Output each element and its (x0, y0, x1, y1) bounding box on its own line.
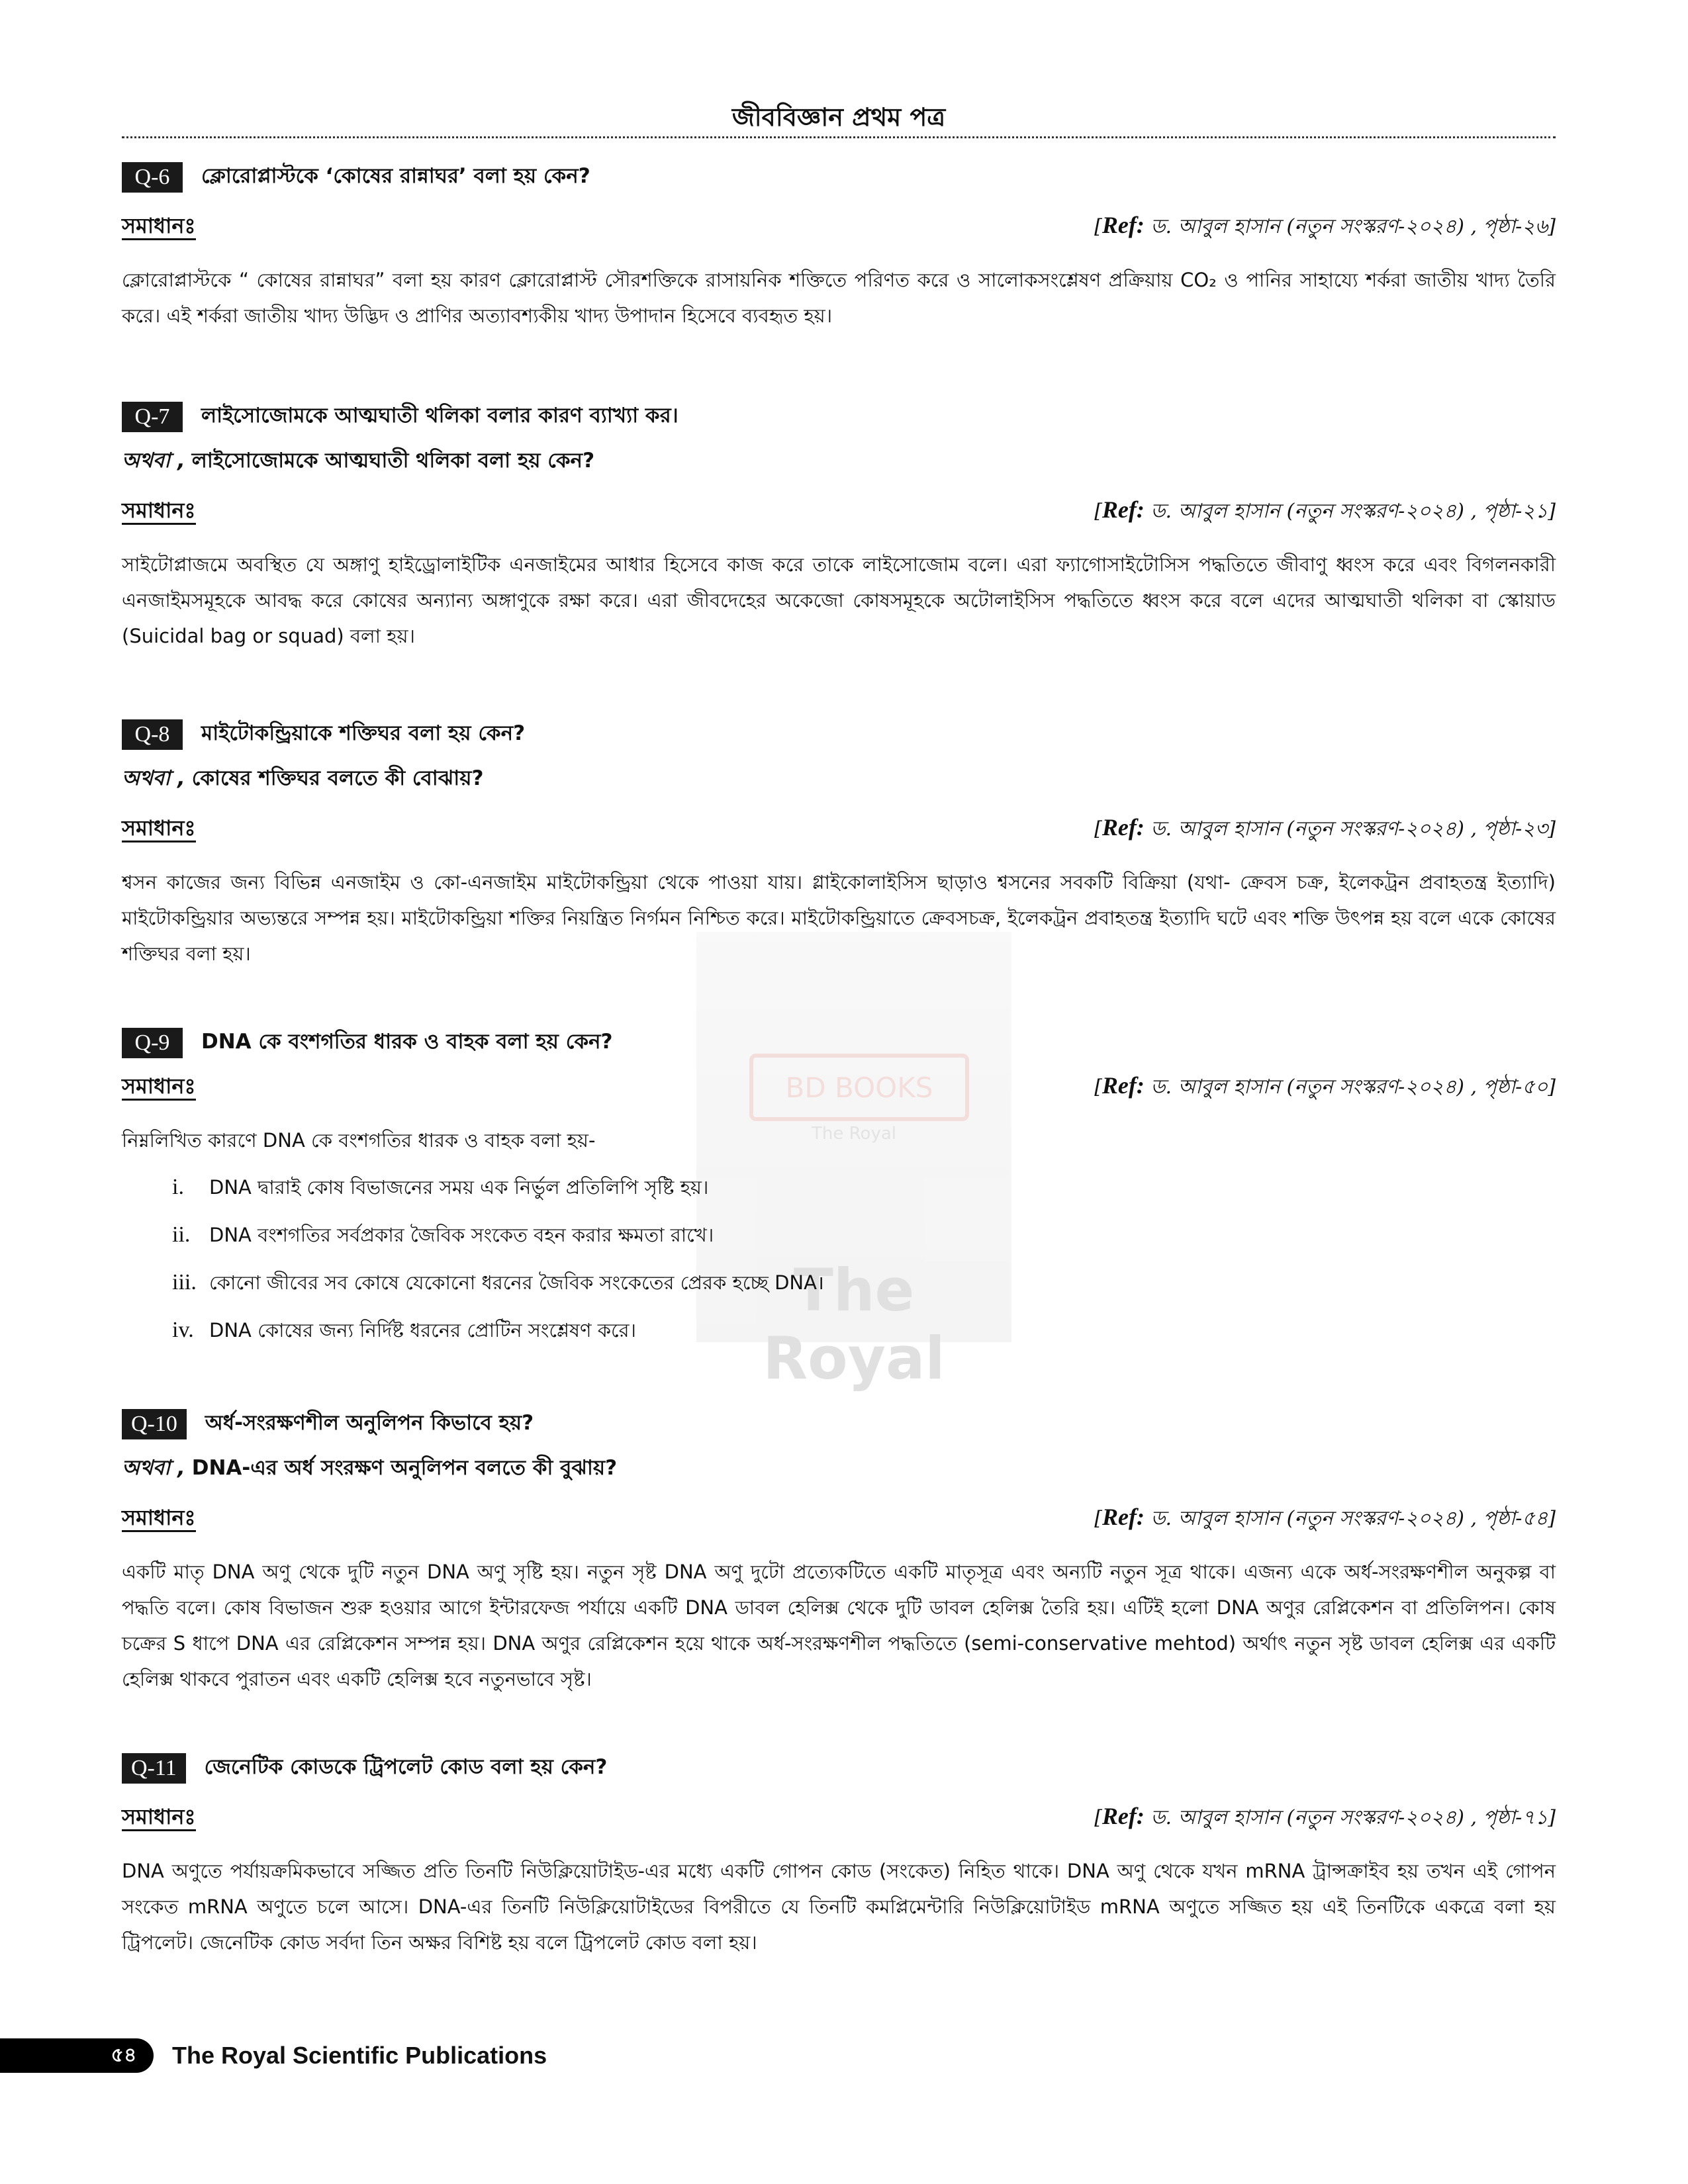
alternate-question (122, 443, 1556, 480)
answer-text: ক্লোরোপ্লাস্টকে “ কোষের রান্নাঘর” বলা হয় কারণ ক্লোরোপ্লাস্ট সৌরশক্তিকে রাসায়নিক শক্তিতে পরিণত করে ও সালোকসংশ্লেষণ প্রক্রিয়ায় CO₂ ও পানির সাহায্যে শর্করা জাতীয় খাদ্য তৈরি করে। এই শর্করা জাতীয় খাদ্য উদ্ভিদ ও প্রাণির অত্যাবশ্যকীয় খাদ্য উপাদান হিসেবে ব্যবহৃত হয়। (122, 269, 1556, 327)
page-footer (0, 2036, 861, 2075)
page-header-title: জীববিজ্ঞান প্রথম পত্র (731, 103, 946, 132)
question-text: লাইসোজোমকে আত্মঘাতী থলিকা বলার কারণ ব্যাখ্যা কর। (201, 404, 679, 428)
question-block-q6 (122, 159, 1556, 334)
question-tag: Q-10 (122, 1409, 187, 1439)
list-item-text: DNA বংশগতির সর্বপ্রকার জৈবিক সংকেত বহন করার ক্ষমতা রাখে। (209, 1224, 714, 1246)
solution-label: সমাধানঃ (122, 213, 196, 240)
list-item (172, 1259, 1556, 1306)
solution-label: সমাধানঃ (122, 1505, 196, 1532)
question-text: ক্লোরোপ্লাস্টকে ‘কোষের রান্নাঘর’ বলা হয় কেন? (201, 164, 590, 188)
answer-text: শ্বসন কাজের জন্য বিভিন্ন এনজাইম ও কো-এনজাইম মাইটোকন্ড্রিয়া থেকে পাওয়া যায়। গ্লাইকোলাইসিস ছাড়াও শ্বসনের সবকটি বিক্রিয়া (যথা- ক্রেবস চক্র, ইলেকট্রন প্রবাহতন্ত্র ইত্যাদি) মাইটোকন্ড্রিয়ার অভ্যন্তরে সম্পন্ন হয়। মাইটোকন্ড্রিয়া শক্তির নিয়ন্ত্রিত নির্গমন নিশ্চিত করে। মাইটোকন্ড্রিয়াতে ক্রেবসচক্র, ইলেকট্রন প্রবাহতন্ত্র ইত্যাদি ঘটে এবং শক্তি উৎপন্ন হয় বলে একে কোষের শক্তিঘর বলা হয়। (122, 871, 1556, 965)
watermark-large-text: The Royal (763, 1256, 945, 1392)
solution-label: সমাধানঃ (122, 498, 196, 525)
question-block-q8 (122, 716, 1556, 972)
alternate-prefix: অথবা , (122, 1456, 185, 1480)
alternate-question-text: লাইসোজোমকে আত্মঘাতী থলিকা বলা হয় কেন? (191, 449, 595, 473)
question-tag: Q-9 (122, 1028, 183, 1058)
question-tag: Q-7 (122, 402, 183, 432)
reference: [Ref: ড. আবুল হাসান (নতুন সংস্করণ-২০২৪) , পৃষ্ঠা-৭১] (1094, 1803, 1556, 1829)
list-item-number: iv. (172, 1318, 194, 1342)
answer-text: নিম্নলিখিত কারণে DNA কে বংশগতির ধারক ও বাহক বলা হয়- (122, 1129, 596, 1152)
page-number: ৫৪ (101, 2041, 147, 2070)
reference-text: ড. আবুল হাসান (নতুন সংস্করণ-২০২৪) , পৃষ্ঠা-৫০] (1144, 1075, 1556, 1099)
alternate-prefix: অথবা , (122, 449, 185, 473)
reason-list (122, 1163, 1556, 1354)
list-item-number: ii. (172, 1222, 191, 1247)
alternate-prefix: অথবা , (122, 766, 185, 790)
question-tag: Q-8 (122, 719, 183, 750)
question-text: অর্ধ-সংরক্ষণশীল অনুলিপন কিভাবে হয়? (205, 1411, 534, 1435)
reference-text: ড. আবুল হাসান (নতুন সংস্করণ-২০২৪) , পৃষ্ঠা-২৩] (1144, 817, 1556, 841)
question-tag: Q-11 (122, 1753, 186, 1784)
answer-text: সাইটোপ্লাজমে অবস্থিত যে অঙ্গাণু হাইড্রোলাইটিক এনজাইমের আধার হিসেবে কাজ করে তাকে লাইসোজোম বলে। এরা ফ্যাগোসাইটোসিস পদ্ধতিতে জীবাণু ধ্বংস করে এবং বিগলনকারী এনজাইমসমূহকে আবদ্ধ করে কোষের অন্যান্য অঙ্গাণুকে রক্ষা করে। এরা জীবদেহের অকেজো কোষসমূহকে অটোলাইসিস পদ্ধতিতে ধ্বংস করে বলে এদের আত্মঘাতী থলিকা বা স্কোয়াড (Suicidal bag or squad) বলা হয়। (122, 553, 1556, 647)
reference: [Ref: ড. আবুল হাসান (নতুন সংস্করণ-২০২৪) , পৃষ্ঠা-২১] (1094, 496, 1556, 523)
ref-prefix: Ref: (1102, 1072, 1145, 1099)
list-item-number: iii. (172, 1270, 197, 1295)
alternate-question-text: কোষের শক্তিঘর বলতে কী বোঝায়? (191, 766, 484, 790)
question-list (122, 159, 1556, 1960)
question-tag: Q-6 (122, 162, 183, 193)
ref-prefix: Ref: (1102, 212, 1145, 238)
list-item-text: DNA দ্বারাই কোষ বিভাজনের সময় এক নির্ভুল প্রতিলিপি সৃষ্টি হয়। (209, 1176, 709, 1199)
reference-text: ড. আবুল হাসান (নতুন সংস্করণ-২০২৪) , পৃষ্ঠা-২১] (1144, 500, 1556, 523)
reference: [Ref: ড. আবুল হাসান (নতুন সংস্করণ-২০২৪) , পৃষ্ঠা-৫৪] (1094, 1504, 1556, 1530)
ref-prefix: Ref: (1102, 496, 1145, 523)
question-text: মাইটোকন্ড্রিয়াকে শক্তিঘর বলা হয় কেন? (201, 721, 526, 745)
reference: [Ref: ড. আবুল হাসান (নতুন সংস্করণ-২০২৪) , পৃষ্ঠা-৫০] (1094, 1072, 1556, 1099)
list-item-number: i. (172, 1175, 184, 1199)
alternate-question (122, 1451, 1556, 1488)
watermark-subtitle: The Royal (812, 1124, 896, 1144)
question-block-q11 (122, 1750, 1556, 1960)
reference: [Ref: ড. আবুল হাসান (নতুন সংস্করণ-২০২৪) , পৃষ্ঠা-২৩] (1094, 814, 1556, 841)
solution-label: সমাধানঃ (122, 1804, 196, 1831)
alternate-question-text: DNA-এর অর্ধ সংরক্ষণ অনুলিপন বলতে কী বুঝায়? (191, 1456, 618, 1480)
question-text: DNA কে বংশগতির ধারক ও বাহক বলা হয় কেন? (201, 1030, 613, 1054)
question-block-q7 (122, 398, 1556, 654)
list-item (172, 1306, 1556, 1354)
question-block-q9 (122, 1024, 1556, 1354)
alternate-question (122, 761, 1556, 798)
list-item (172, 1163, 1556, 1211)
list-item-text: DNA কোষের জন্য নির্দিষ্ট ধরনের প্রোটিন সংশ্লেষণ করে। (209, 1319, 636, 1342)
watermark-logo: BD BOOKS (749, 1054, 969, 1121)
solution-label: সমাধানঃ (122, 1073, 196, 1101)
reference-text: ড. আবুল হাসান (নতুন সংস্করণ-২০২৪) , পৃষ্ঠা-৫৪] (1144, 1507, 1556, 1530)
question-block-q10 (122, 1406, 1556, 1697)
solution-label: সমাধানঃ (122, 815, 196, 842)
ref-prefix: Ref: (1102, 1504, 1145, 1530)
list-item-text: কোনো জীবের সব কোষে যেকোনো ধরনের জৈবিক সংকেতের প্রেরক হচ্ছে DNA। (209, 1271, 824, 1294)
answer-text: DNA অণুতে পর্যায়ক্রমিকভাবে সজ্জিত প্রতি তিনটি নিউক্লিয়োটাইড-এর মধ্যে একটি গোপন কোড (সংকেত) নিহিত থাকে। DNA অণু থেকে যখন mRNA ট্রান্সক্রাইব হয় তখন এই গোপন সংকেত mRNA অণুতে চলে আসে। DNA-এর তিনটি নিউক্লিয়োটাইডের বিপরীতে যে তিনটি কমপ্লিমেন্টারি নিউক্লিয়োটাইড mRNA অণুতে সজ্জিত হয় এই তিনটিকে একত্রে বলা হয় ট্রিপলেট। জেনেটিক কোড সর্বদা তিন অক্ষর বিশিষ্ট হয় বলে ট্রিপলেট কোড বলা হয়। (122, 1860, 1556, 1954)
reference: [Ref: ড. আবুল হাসান (নতুন সংস্করণ-২০২৪) , পৃষ্ঠা-২৬] (1094, 212, 1556, 238)
reference-text: ড. আবুল হাসান (নতুন সংস্করণ-২০২৪) , পৃষ্ঠা-৭১] (1144, 1806, 1556, 1829)
publisher-name: The Royal Scientific Publications (172, 2042, 547, 2069)
ref-prefix: Ref: (1102, 1803, 1145, 1829)
question-text: জেনেটিক কোডকে ট্রিপলেট কোড বলা হয় কেন? (204, 1755, 608, 1779)
footer-bar (0, 2038, 154, 2073)
ref-prefix: Ref: (1102, 814, 1145, 841)
list-item (172, 1211, 1556, 1259)
answer-text: একটি মাতৃ DNA অণু থেকে দুটি নতুন DNA অণু সৃষ্টি হয়। নতুন সৃষ্ট DNA অণু দুটো প্রত্যেকটিতে একটি মাতৃসূত্র এবং অন্যটি নতুন সূত্র থাকে। এজন্য একে অর্ধ-সংরক্ষণশীল অনুকল্প বা পদ্ধতি বলে। কোষ বিভাজন শুরু হওয়ার আগে ইন্টারফেজ পর্যায়ে একটি DNA ডাবল হেলিক্স থেকে দুটি ডাবল হেলিক্স তৈরি হয়। এটিই হলো DNA অণুর রেপ্লিকেশন বা প্রতিলিপন। কোষ চক্রের S ধাপে DNA এর রেপ্লিকেশন সম্পন্ন হয়। DNA অণুর রেপ্লিকেশন হয়ে থাকে অর্ধ-সংরক্ষণশীল পদ্ধতিতে (semi-conservative mehtod) অর্থাৎ নতুন সৃষ্ট ডাবল হেলিক্স এর একটি হেলিক্স থাকবে পুরাতন এবং একটি হেলিক্স হবে নতুনভাবে সৃষ্ট। (122, 1561, 1556, 1690)
reference-text: ড. আবুল হাসান (নতুন সংস্করণ-২০২৪) , পৃষ্ঠা-২৬] (1144, 215, 1556, 238)
header-divider (122, 136, 1556, 138)
